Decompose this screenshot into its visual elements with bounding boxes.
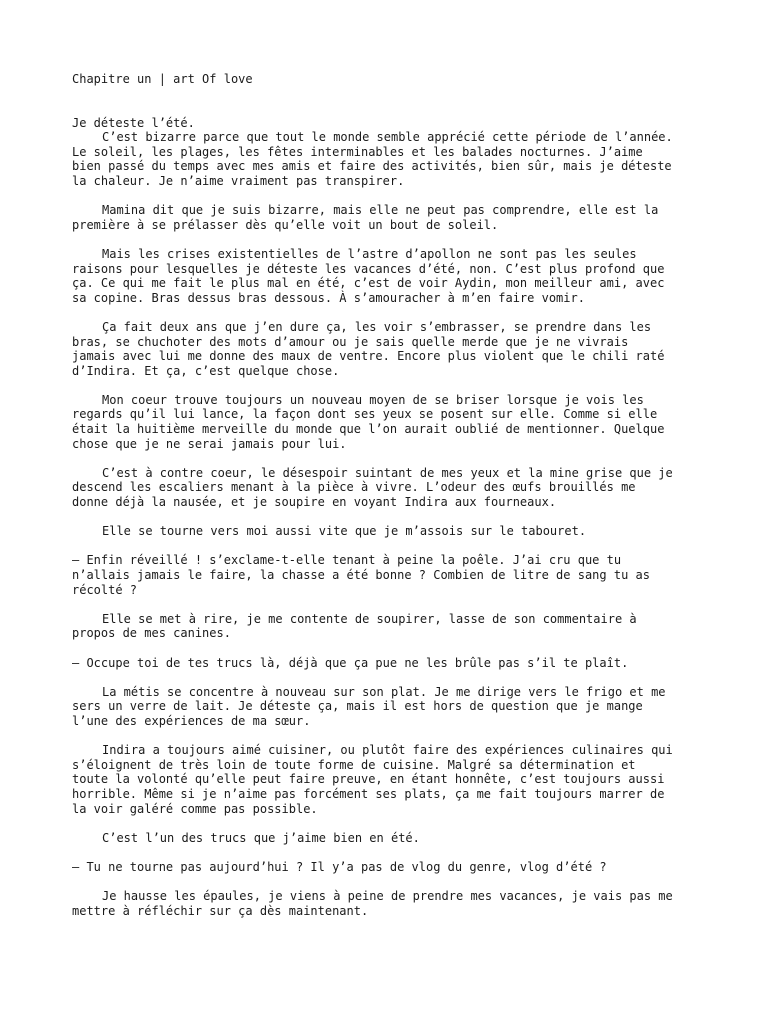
paragraph-8: Elle se tourne vers moi aussi vite que je m’assois sur le tabouret. [102,524,587,539]
document-page [72,72,702,933]
paragraph-13: Indira a toujours aimé cuisiner, ou plutôt faire des expériences culinaires qui s’éloignent de très loin de toute forme de cuisine. Malgré sa détermination et toute la volonté qu’elle peut faire preuve, en étant honnête, c’est toujours aussi horrible. Même si je n’aime pas forcément ses plats, ça me fait toujours marrer de la voir galéré comme pas possible. [72,743,673,816]
dialogue-3: — Tu ne tourne pas aujourd’hui ? Il y’a pas de vlog du genre, vlog d’été ? [72,859,607,874]
paragraph-4: Mais les crises existentielles de l’astre d’apollon ne sont pas les seules raisons pour lesquelles je déteste les vacances d’été, non. C’est plus profond que ça. Ce qui me fait le plus mal en été, c’est de voir Aydin, mon meilleur ami, avec sa copine. Bras dessus bras dessous. À s’amouracher à m’en faire vomir. [72,246,665,305]
paragraph-2: C’est bizarre parce que tout le monde semble apprécié cette période de l’année. Le soleil, les plages, les fêtes interminables et les balades nocturnes. J’aime bien passé du temps avec mes amis et faire des activités, bien sûr, mais je déteste la chaleur. Je n’aime vraiment pas transpirer. [72,130,673,188]
paragraph-5: Ça fait deux ans que j’en dure ça, les voir s’embrasser, se prendre dans les bras, se chuchoter des mots d’amour ou je sais quelle merde que je ne vivrais jamais avec lui me donne des maux de ventre. Encore plus violent que le chili raté d’Indira. Et ça, c’est quelque chose. [72,319,665,378]
dialogue-1: — Enfin réveillé ! s’exclame-t-elle tenant à peine la poêle. J’ai cru que tu n’allais jamais le faire, la chasse a été bonne ? Combien de litre de sang tu as récolté ? [72,553,650,597]
dialogue-2: — Occupe toi de tes trucs là, déjà que ça pue ne les brûle pas s’il te plaît. [72,655,629,670]
paragraph-3: Mamina dit que je suis bizarre, mais elle ne peut pas comprendre, elle est la première à se prélasser dès qu’elle voit un bout de soleil. [72,203,659,232]
paragraph-1: Je déteste l’été. [72,115,195,130]
paragraph-6: Mon coeur trouve toujours un nouveau moyen de se briser lorsque je vois les regards qu’il lui lance, la façon dont ses yeux se posent sur elle. Comme si elle était la huitième merveille du monde que l’on aurait oublié de mentionner. Quelque chose que je ne serai jamais pour lui. [72,392,665,451]
chapter-title: Chapitre un | art Of love [72,72,253,86]
paragraph-12: La métis se concentre à nouveau sur son plat. Je me dirige vers le frigo et me sers un verre de lait. Je déteste ça, mais il est hors de question que je mange l’une des expériences de ma sœur. [72,684,666,728]
paragraph-10: Elle se met à rire, je me contente de soupirer, lasse de son commentaire à propos de mes canines. [72,611,637,641]
paragraph-7: C’est à contre coeur, le désespoir suintant de mes yeux et la mine grise que je descend les escaliers menant à la pièce à vivre. L’odeur des œufs brouillés me donne déjà la nausée, et je soupire en voyant Indira aux fourneaux. [72,465,673,510]
paragraph-14: C’est l’un des trucs que j’aime bien en été. [102,830,420,845]
paragraph-16: Je hausse les épaules, je viens à peine de prendre mes vacances, je vais pas me mettre à réfléchir sur ça dès maintenant. [72,889,673,918]
